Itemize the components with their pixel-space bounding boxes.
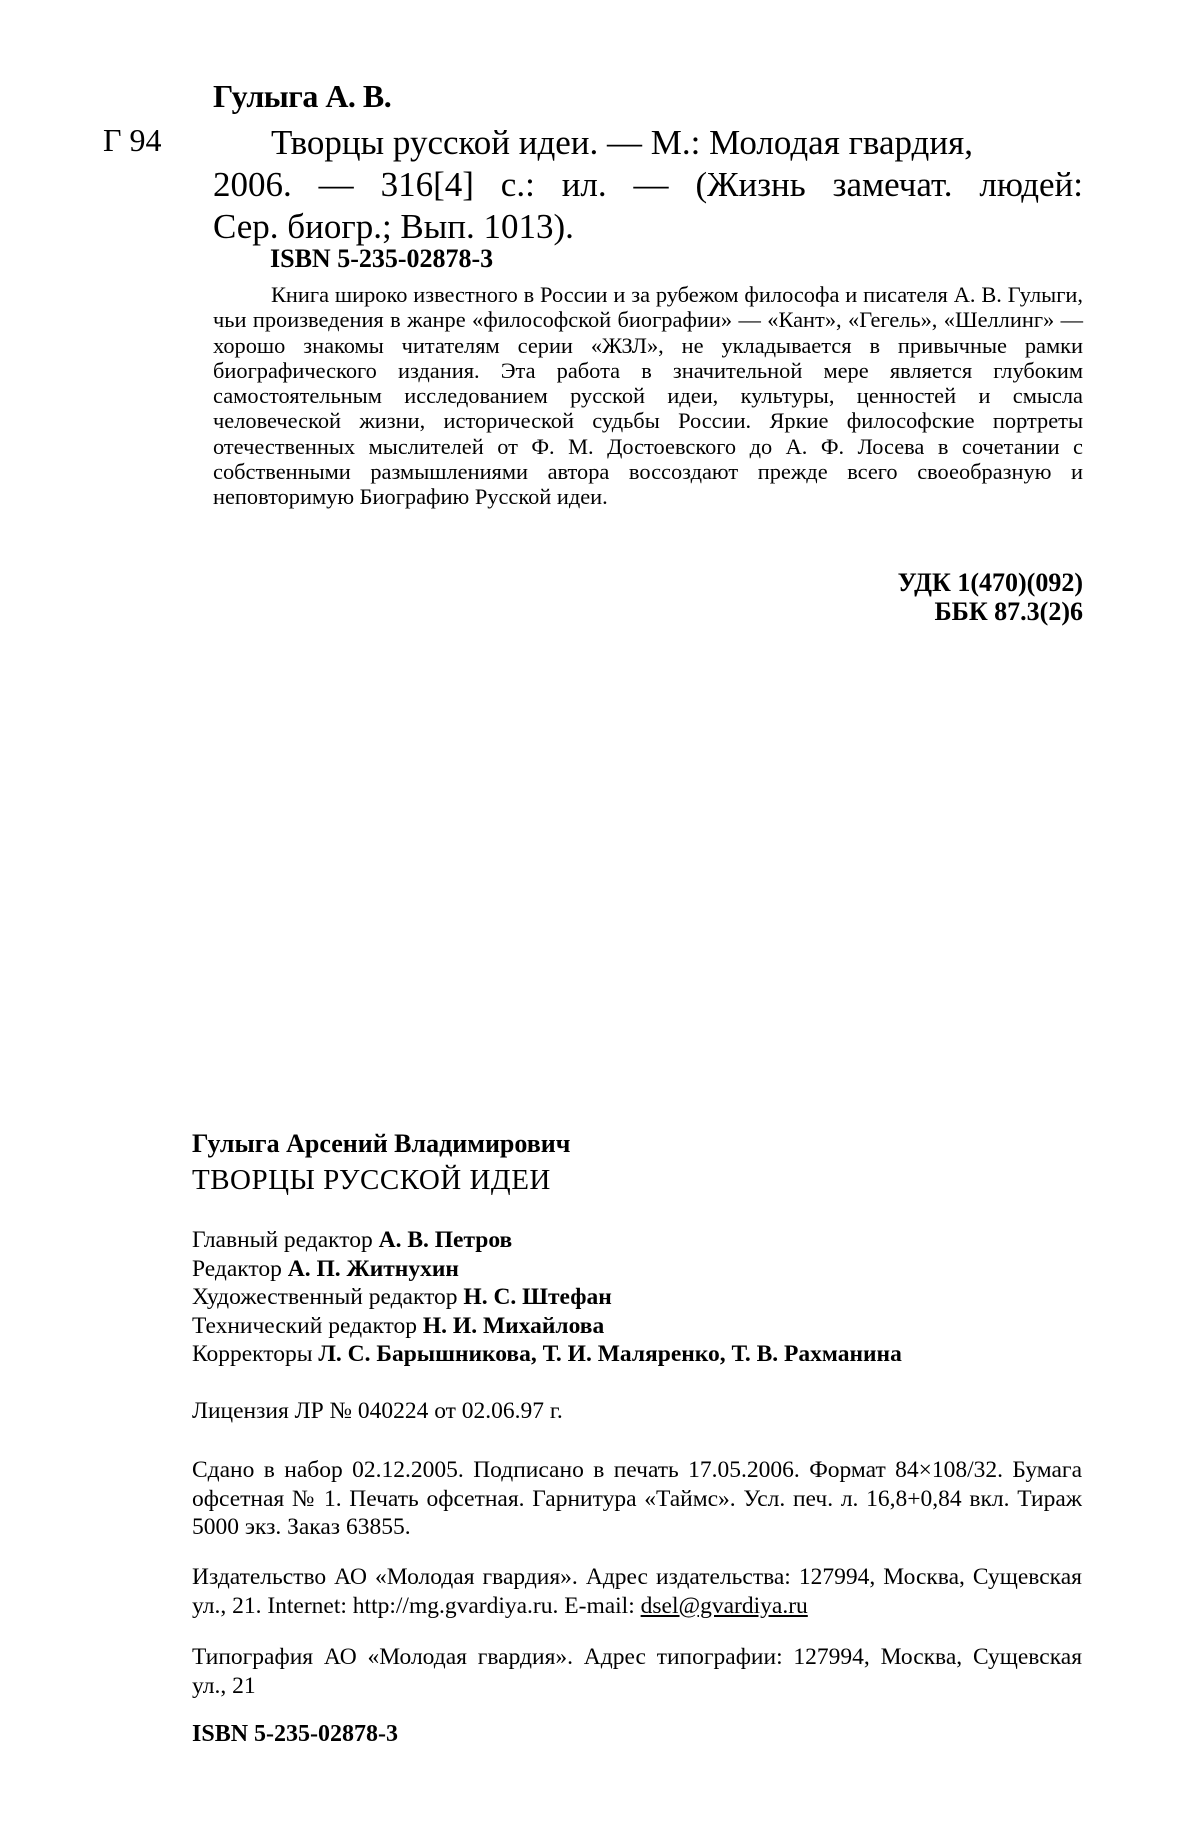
staff-name: А. П. Житнухин <box>288 1256 459 1282</box>
staff-name: А. В. Петров <box>379 1227 513 1253</box>
full-author-name: Гулыга Арсений Владимирович <box>192 1130 1082 1158</box>
staff-role: Технический редактор <box>192 1313 417 1339</box>
staff-name: Л. С. Барышникова, Т. И. Маляренко, Т. В. Рахманина <box>318 1341 901 1367</box>
typography-info: Типография АО «Молодая гвардия». Адрес типографии: 127994, Москва, Сущевская ул., 21 <box>192 1643 1082 1700</box>
staff-row <box>192 1226 1082 1255</box>
staff-row <box>192 1283 1082 1312</box>
publisher-info <box>192 1563 1082 1620</box>
staff-role: Редактор <box>192 1256 282 1282</box>
staff-name: Н. С. Штефан <box>463 1284 611 1310</box>
staff-row <box>192 1340 1082 1369</box>
classification-block <box>898 568 1083 626</box>
staff-row <box>192 1255 1082 1284</box>
staff-list <box>192 1226 1082 1369</box>
book-title: ТВОРЦЫ РУССКОЙ ИДЕИ <box>192 1166 1082 1194</box>
staff-row <box>192 1312 1082 1341</box>
annotation: Книга широко известного в России и за рубежом философа и писателя А. В. Гулыги, чьи произведения в жанре «философской биографии» — «Кант», «Гегель», «Шеллинг» — хорошо знакомы читателям серии «ЖЗЛ», не укладывается в привычные рамки биографического издания. Эта работа в значительной мере является глубоким самостоятельным исследованием русской идеи, культуры, ценностей и смысла человеческой жизни, исторической судьбы России. Яркие философские портреты отечественных мыслителей от Ф. М. Достоевского до А. Ф. Лосева в сочетании с собственными размышлениями автора воссоздают прежде всего своеобразную и неповторимую Биографию Русской идеи. <box>213 282 1083 510</box>
staff-role: Художественный редактор <box>192 1284 458 1310</box>
staff-role: Корректоры <box>192 1341 313 1367</box>
isbn-top: ISBN 5-235-02878-3 <box>270 244 493 274</box>
udk-code: УДК 1(470)(092) <box>898 568 1083 597</box>
classification-code: Г 94 <box>103 122 162 159</box>
staff-role: Главный редактор <box>192 1227 373 1253</box>
publisher-email-link[interactable]: dsel@gvardiya.ru <box>641 1593 808 1619</box>
biblio-line: Творцы русской идеи. — М.: Молодая гвардия, <box>213 122 1083 164</box>
author-heading: Гулыга А. В. <box>213 78 391 115</box>
biblio-line: 2006. — 316[4] с.: ил. — (Жизнь замечат. людей: <box>213 164 1083 206</box>
biblio-line: Сер. биогр.; Вып. 1013). <box>213 206 1083 248</box>
bbk-code: ББК 87.3(2)6 <box>898 597 1083 626</box>
print-info: Сдано в набор 02.12.2005. Подписано в печать 17.05.2006. Формат 84×108/32. Бумага офсетная № 1. Печать офсетная. Гарнитура «Таймс». Усл. печ. л. 16,8+0,84 вкл. Тираж 5000 экз. Заказ 63855. <box>192 1456 1082 1542</box>
isbn-bottom: ISBN 5-235-02878-3 <box>192 1720 1082 1748</box>
publisher-text: Издательство АО «Молодая гвардия». Адрес издательства: 127994, Москва, Сущевская ул., 21. Internet: http://mg.gvardiya.ru. E-mail: <box>192 1564 1082 1619</box>
bibliographic-description <box>213 122 1083 248</box>
license-info: Лицензия ЛР № 040224 от 02.06.97 г. <box>192 1397 1082 1425</box>
staff-name: Н. И. Михайлова <box>423 1313 604 1339</box>
